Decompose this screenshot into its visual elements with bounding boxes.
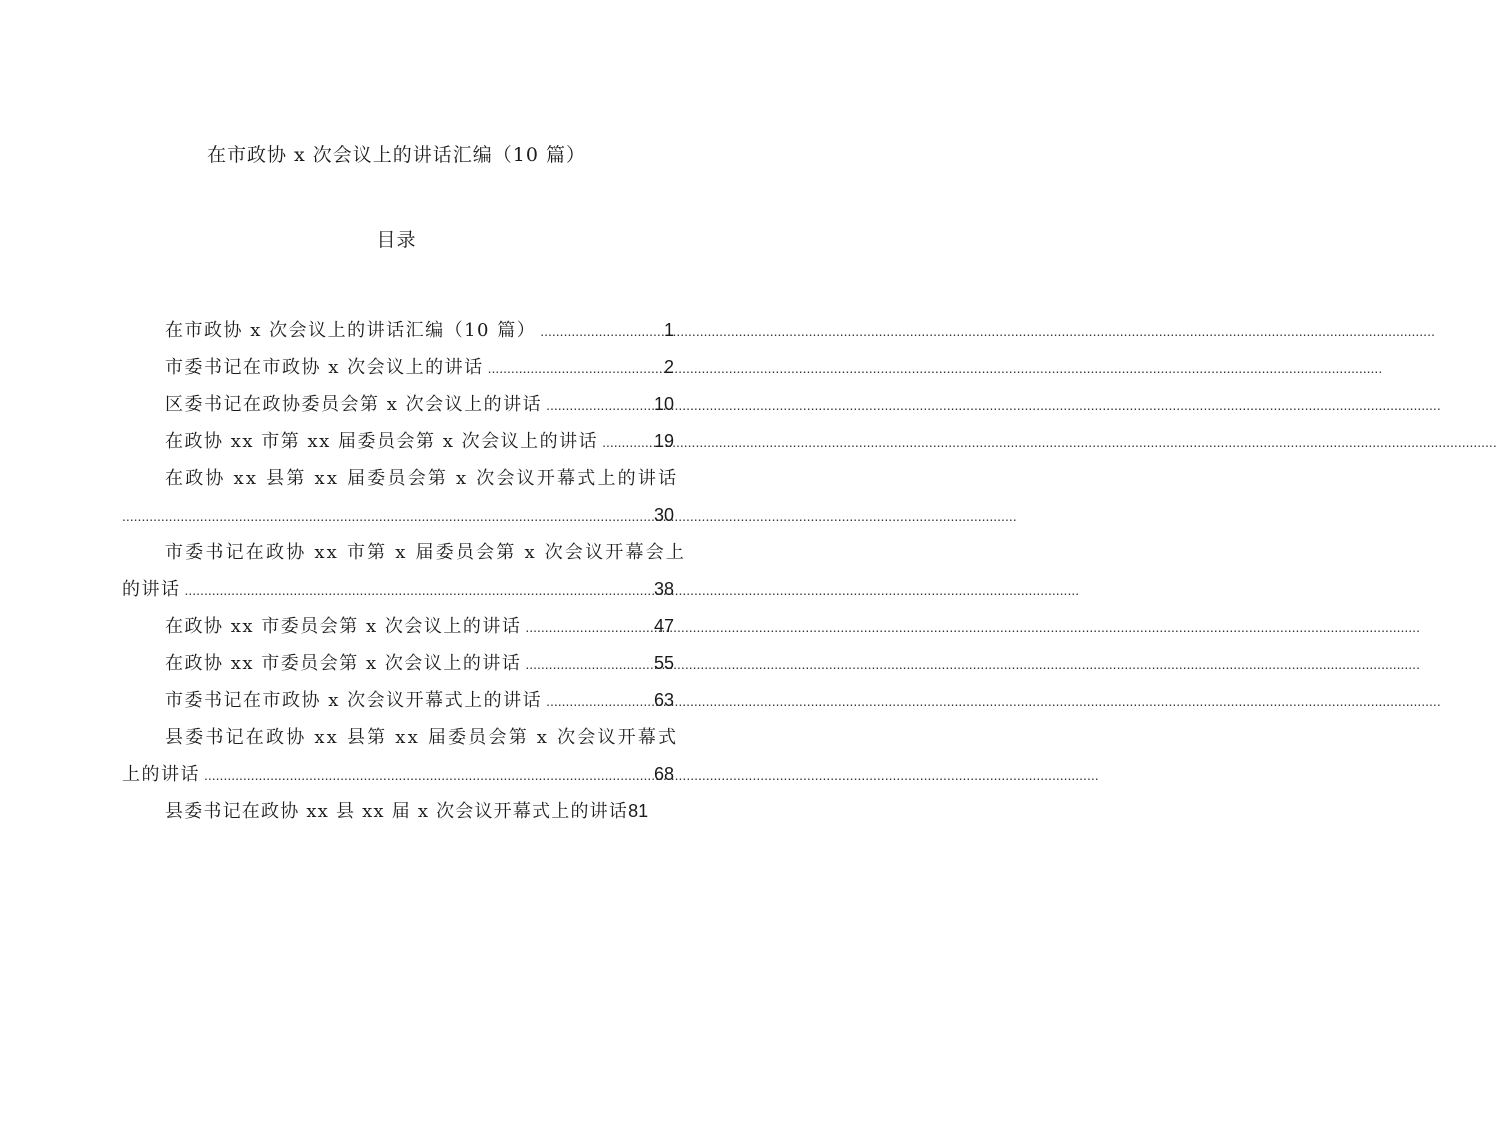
toc-entry-title: 市委书记在政协 xx 市第 x 届委员会第 x 次会议开幕会上 <box>165 542 687 563</box>
toc-entry-title: 在政协 xx 市委员会第 x 次会议上的讲话 <box>165 616 522 637</box>
toc-entry-title: 市委书记在市政协 x 次会议开幕式上的讲话 <box>165 690 543 711</box>
toc-entry[interactable] <box>122 386 674 423</box>
toc-entry[interactable] <box>122 460 679 534</box>
toc-entry[interactable] <box>122 793 674 830</box>
dot-leader <box>540 312 660 350</box>
toc-entry-page: 81 <box>628 801 649 821</box>
toc-entry-page: 1 <box>663 320 674 340</box>
toc-entry[interactable] <box>122 682 674 719</box>
dot-leader <box>204 756 650 794</box>
toc-entry-title: 在政协 xx 市委员会第 x 次会议上的讲话 <box>165 653 522 674</box>
document-title: 在市政协 x 次会议上的讲话汇编（10 篇） <box>206 144 586 166</box>
toc-entry-title: 在政协 xx 市第 xx 届委员会第 x 次会议上的讲话 <box>165 431 599 452</box>
dot-leader <box>525 608 650 646</box>
toc-entry-title: 在市政协 x 次会议上的讲话汇编（10 篇） <box>165 320 537 341</box>
dot-leader <box>122 497 650 535</box>
toc-entry-title: 县委书记在政协 xx 县第 xx 届委员会第 x 次会议开幕式 <box>165 727 679 748</box>
toc-entry[interactable] <box>122 423 674 460</box>
toc-entry-page: 19 <box>653 431 674 451</box>
toc-entry-page: 63 <box>653 690 674 710</box>
toc-entry-page: 68 <box>653 764 674 784</box>
dot-leader <box>185 571 650 609</box>
dot-leader <box>546 682 650 720</box>
toc-entry[interactable] <box>122 645 674 682</box>
toc-entry[interactable] <box>122 312 674 349</box>
toc-entry[interactable] <box>122 608 674 645</box>
toc-entry-title: 在政协 xx 县第 xx 届委员会第 x 次会议开幕式上的讲话 <box>165 468 679 489</box>
toc-entry-page: 55 <box>653 653 674 673</box>
toc-entry-page: 47 <box>653 616 674 636</box>
toc-entry-page: 2 <box>663 357 674 377</box>
toc-entry-title-continued: 的讲话 <box>122 579 181 600</box>
dot-leader <box>525 645 650 683</box>
toc-entry-title: 市委书记在市政协 x 次会议上的讲话 <box>165 357 484 378</box>
toc-entry[interactable] <box>122 719 679 793</box>
toc-entry-title: 区委书记在政协委员会第 x 次会议上的讲话 <box>165 394 543 415</box>
toc-entry-title-continued: 上的讲话 <box>122 764 200 785</box>
dot-leader <box>546 386 650 424</box>
toc-entry-title: 县委书记在政协 xx 县 xx 届 x 次会议开幕式上的讲话 <box>165 801 629 822</box>
table-of-contents <box>122 312 687 830</box>
dot-leader <box>488 349 660 387</box>
toc-entry[interactable] <box>122 534 687 608</box>
toc-entry-page: 30 <box>653 505 674 525</box>
toc-entry-page: 38 <box>653 579 674 599</box>
toc-entry-page: 10 <box>653 394 674 414</box>
toc-entry[interactable] <box>122 349 674 386</box>
dot-leader <box>602 423 650 461</box>
toc-heading: 目录 <box>376 229 417 251</box>
